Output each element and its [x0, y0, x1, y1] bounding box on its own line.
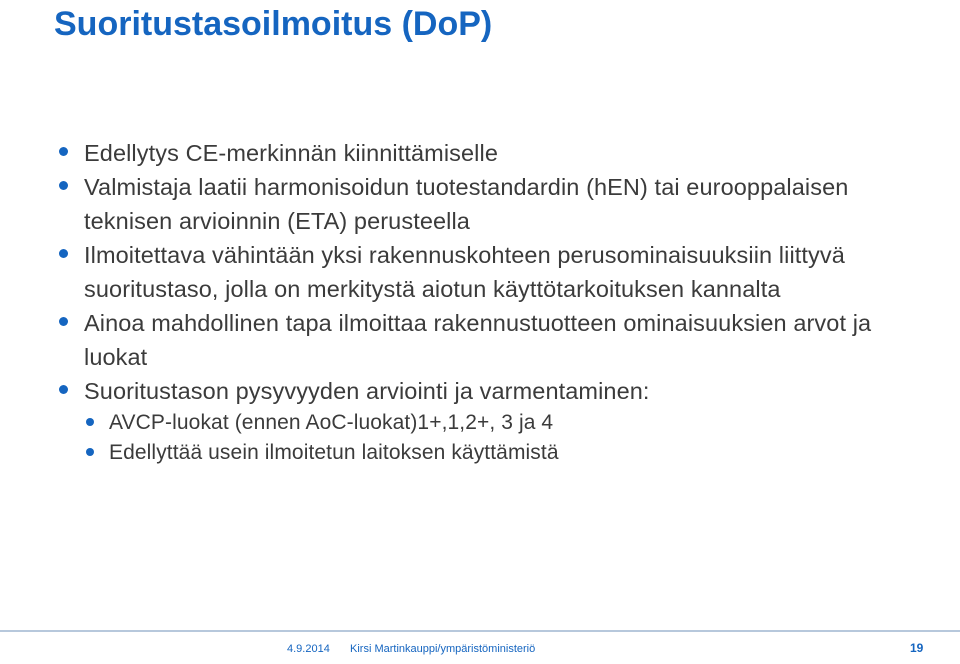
- bullet-dot-icon: [86, 418, 94, 426]
- bullet-text: Ilmoitettava vähintään yksi rakennuskohteen perusominaisuuksiin liittyvä suoritustaso, jolla on merkitystä aiotun käyttötarkoituksen kannalta: [84, 242, 845, 302]
- bullet-item: [56, 374, 936, 468]
- sub-bullet-item: [84, 438, 936, 468]
- bullet-text: Ainoa mahdollinen tapa ilmoittaa rakennustuotteen ominaisuuksien arvot ja luokat: [84, 310, 872, 370]
- bullet-item: [56, 170, 936, 238]
- bullet-item: [56, 238, 936, 306]
- bullet-dot-icon: [86, 448, 94, 456]
- bullet-text: Valmistaja laatii harmonisoidun tuotestandardin (hEN) tai eurooppalaisen teknisen arvioinnin (ETA) perusteella: [84, 174, 849, 234]
- sub-bullet-list: [84, 408, 936, 468]
- bullet-list: [56, 136, 936, 468]
- bullet-text: Edellytys CE-merkinnän kiinnittämiselle: [84, 140, 498, 166]
- bullet-text: Suoritustason pysyvyyden arviointi ja varmentaminen:: [84, 378, 650, 404]
- bullet-dot-icon: [59, 385, 68, 394]
- bullet-item: [56, 306, 936, 374]
- bullet-dot-icon: [59, 249, 68, 258]
- sub-bullet-text: Edellyttää usein ilmoitetun laitoksen käyttämistä: [109, 441, 559, 464]
- bullet-dot-icon: [59, 147, 68, 156]
- bullet-dot-icon: [59, 317, 68, 326]
- footer-date: 4.9.2014: [287, 643, 330, 655]
- bullet-item: [56, 136, 936, 170]
- bullet-dot-icon: [59, 181, 68, 190]
- page-number: 19: [910, 641, 924, 655]
- sub-bullet-item: [84, 408, 936, 438]
- footer-divider: [0, 630, 960, 632]
- footer-author: Kirsi Martinkauppi/ympäristöministeriö: [350, 643, 536, 655]
- sub-bullet-text: AVCP-luokat (ennen AoC-luokat)1+,1,2+, 3 ja 4: [109, 411, 554, 434]
- slide-title: Suoritustasoilmoitus (DoP): [54, 5, 493, 43]
